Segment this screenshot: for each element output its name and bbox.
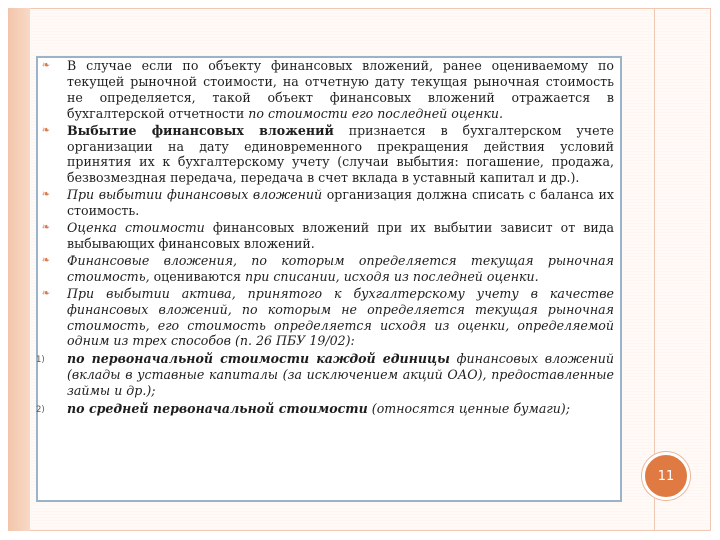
page-number: 11	[657, 468, 675, 484]
bullet-item	[40, 123, 614, 187]
slide-content	[36, 58, 614, 418]
item-text	[67, 253, 614, 285]
item-text	[67, 58, 614, 122]
item-text	[67, 401, 614, 417]
text-run: организация должна списать с баланса их стоимость.	[67, 187, 614, 219]
item-text	[67, 123, 614, 187]
right-divider-line	[654, 8, 655, 531]
left-accent-bar	[8, 8, 30, 531]
text-run: При выбытии финансовых вложений	[67, 187, 323, 203]
item-text	[67, 220, 614, 252]
text-run: по первоначальной стоимости каждой единицы	[67, 351, 450, 367]
item-number: 2)	[36, 405, 45, 416]
text-run: Оценка стоимости	[67, 220, 205, 236]
bullet-list	[40, 58, 614, 349]
fleuron-bullet-icon: ❧	[41, 60, 51, 71]
text-run: Финансовые вложения, по которым определяется текущая рыночная стоимость,	[67, 252, 614, 284]
bullet-item	[40, 220, 614, 252]
fleuron-bullet-icon: ❧	[41, 254, 51, 266]
fleuron-bullet-icon: ❧	[41, 189, 51, 201]
numbered-item	[36, 351, 614, 399]
page-number-badge	[642, 452, 690, 500]
text-run: признается в бухгалтерском учете организации на дату единовременного прекращения действия условий принятия их к бухгалтерскому учету (случаи выбытия: погашение, продажа, безвозмездная передача, передача в счет вклада в уставный капитал и др.).	[67, 122, 614, 186]
text-run: оцениваются	[149, 268, 246, 284]
bullet-item	[40, 286, 614, 350]
bullet-item	[40, 253, 614, 285]
item-text	[67, 351, 614, 399]
text-run: (относятся ценные бумаги);	[367, 401, 570, 417]
bullet-item	[40, 58, 614, 122]
fleuron-bullet-icon: ❧	[41, 124, 51, 136]
item-text	[67, 286, 614, 350]
bullet-item	[40, 187, 614, 219]
text-run: В случае если по объекту финансовых вложений, ранее оцениваемому по текущей рыночной стоимости, на отчетную дату текущая рыночная стоимость не определяется, такой объект финансовых вложений отражается в бухгалтерской отчетности	[67, 58, 614, 121]
numbered-item	[36, 401, 614, 417]
text-run: по стоимости его последней оценки.	[248, 105, 504, 121]
text-run: при списании, исходя из последней оценки.	[245, 268, 539, 284]
item-number: 1)	[36, 355, 45, 366]
fleuron-bullet-icon: ❧	[41, 287, 51, 299]
text-run: финансовых вложений при их выбытии зависит от вида выбывающих финансовых вложений.	[67, 220, 614, 251]
text-run: При выбытии актива, принятого к бухгалтерскому учету в качестве финансовых вложений, по которым не определяется текущая рыночная стоимость, его стоимость определяется исходя из оценки, определяемой одним из трех способов (п. 26 ПБУ 19/02):	[67, 285, 614, 349]
text-run: Выбытие финансовых вложений	[67, 122, 334, 138]
item-text	[67, 187, 614, 219]
fleuron-bullet-icon: ❧	[41, 222, 51, 234]
numbered-list	[36, 351, 614, 417]
text-run: по средней первоначальной стоимости	[67, 401, 368, 417]
text-run: финансовых вложений (вклады в уставные капиталы (за исключением акций ОАО), предоставленные займы и др.);	[67, 351, 614, 399]
